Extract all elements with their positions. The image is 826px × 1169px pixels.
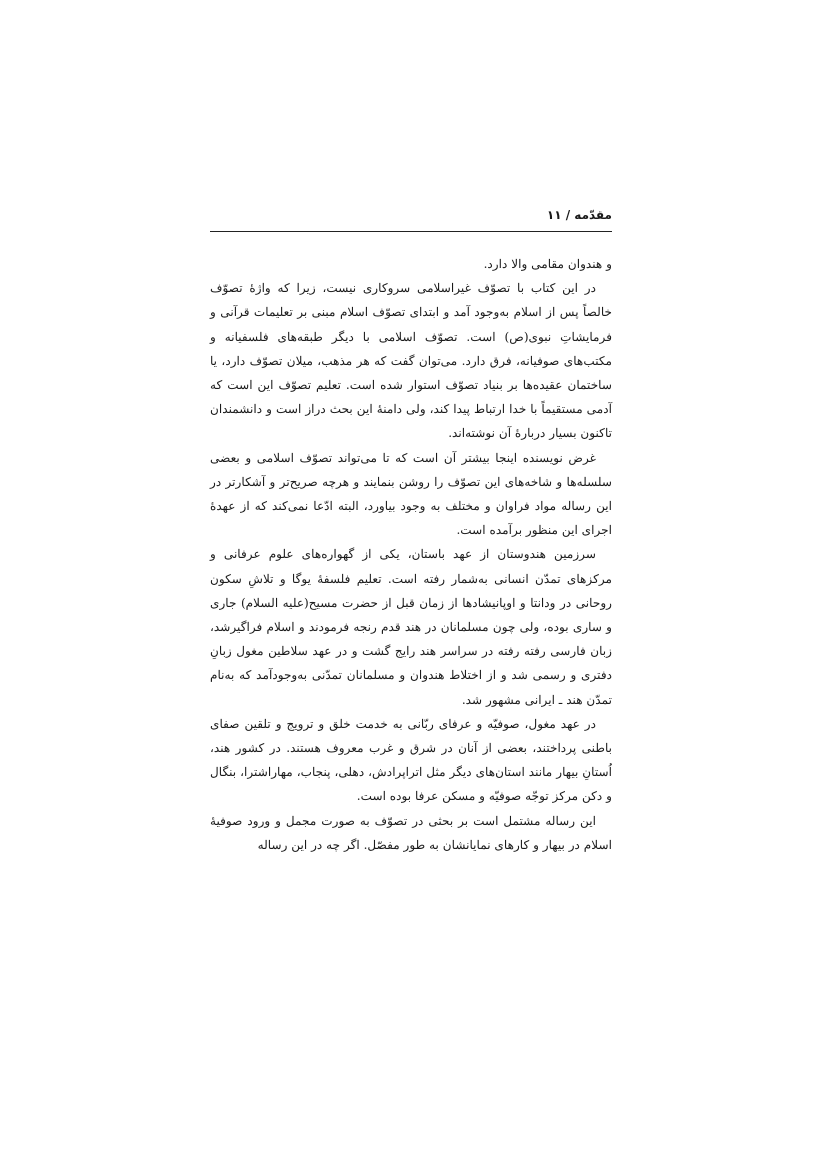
paragraph: در عهد مغول، صوفیّه و عرفای ربّانی به خدمت خلق و ترویج و تلقین صفای باطنی پرداختند، بعضی از آنان در شرق و غرب معروف هستند. در کشور هند، اُستانِ بیهار مانند استان‌های دیگر مثل اتراپرادش، دهلی، پنجاب، مهاراشترا، بنگال و دکن مرکز توجّه صوفیّه و مسکن عرفا بوده است. [210,716,612,804]
body-text [210,252,612,857]
paragraph-continuation: و هندوان مقامی والا دارد. [483,257,612,271]
running-head: مقدّمه / ۱۱ [546,208,612,222]
paragraph: این رساله مشتمل است بر بحثی در تصوّف به صورت مجمل و ورود صوفیهٔ اسلام در بیهار و کارهای نمایانشان به طور مفصّل. اگر چه در این رساله [210,813,612,852]
paragraph: در این کتاب با تصوّف غیراسلامی سروکاری نیست، زیرا که واژهٔ تصوّف خالصاً پس از اسلام به‌وجود آمد و ابتدای تصوّف اسلام مبنی بر تعلیمات قرآنی و فرمایشاتِ نبوی(ص) است. تصوّف اسلامی با دیگر طبقه‌های فلسفیانه و مکتب‌های صوفیانه، فرق دارد. می‌توان گفت که هر مذهب، میلان تصوّف دارد، یا ساختمان عقیده‌ها بر بنیاد تصوّف استوار شده است. تعلیم تصوّف این است که آدمی مستقیماً با خدا ارتباط پیدا کند، ولی دامنهٔ این بحث دراز است و دانشمندان تاکنون بسیار دربارهٔ آن نوشته‌اند. [210,281,612,441]
paragraph: سرزمین هندوستان از عهد باستان، یکی از گهواره‌های علوم عرفانی و مرکزهای تمدّن انسانی به‌شمار رفته است. تعلیم فلسفهٔ یوگا و تلاشِ سکون روحانی در ودانتا و اوپانیشادها از زمان قبل از حضرت مسیح(علیه السلام) جاری و ساری بوده، ولی چون مسلمانان در هند قدم رنجه فرمودند و اسلام فراگیرشد، زبان فارسی رفته رفته در سراسر هند رایج گشت و در عهد سلاطین مغول زبانِ دفتری و رسمی شد و از اختلاط هندوان و مسلمانان تمدّنی به‌وجودآمد که به‌نام تمدّن هند ـ ایرانی مشهور شد. [210,547,612,707]
paragraph: غرض نویسنده اینجا بیشتر آن است که تا می‌تواند تصوّف اسلامی و بعضی سلسله‌ها و شاخه‌های این تصوّف را روشن بنمایند و هرچه صریح‌تر و آشکارتر در این رساله مواد فراوان و مختلف به وجود بیاورد، البته ادّعا نمی‌کند که از عهدهٔ اجرای این منظور برآمده است. [210,450,612,538]
header-rule [210,231,612,232]
